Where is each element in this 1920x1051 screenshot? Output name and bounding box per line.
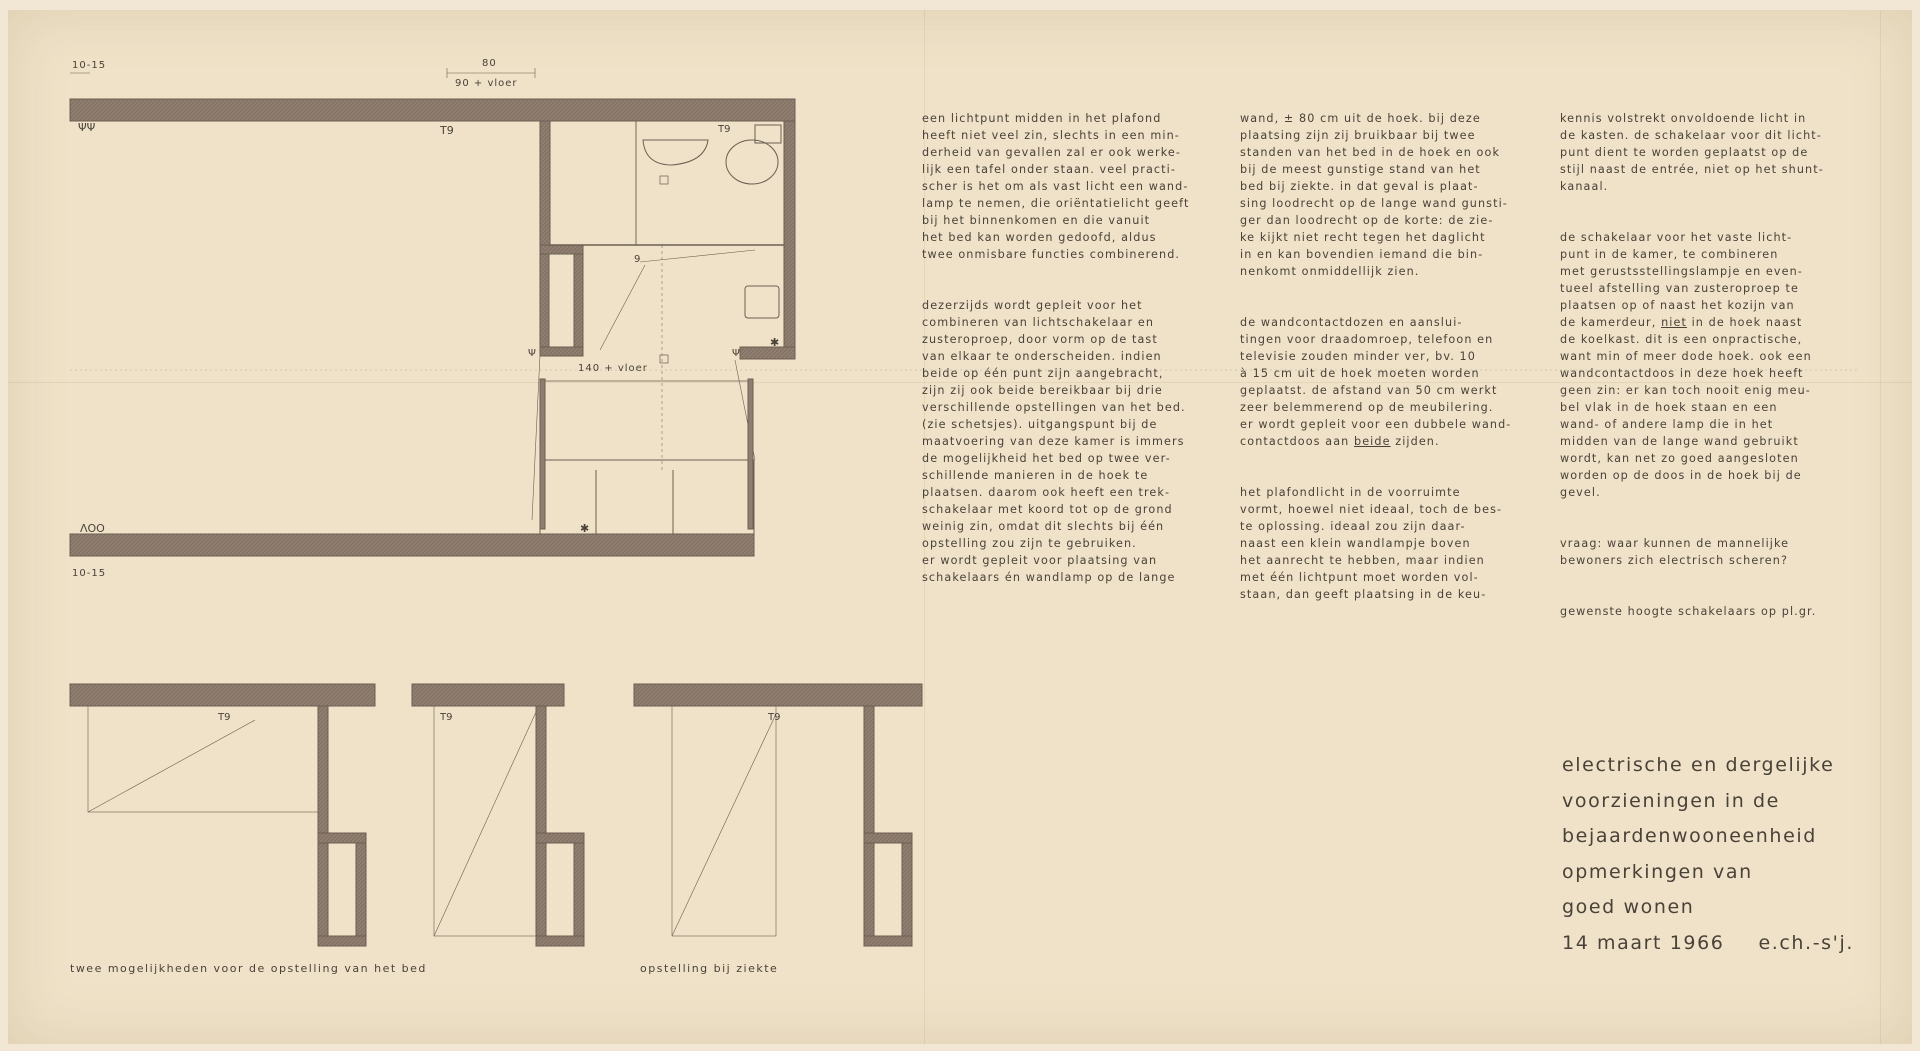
- top-wall: [70, 99, 795, 121]
- text-column-3: [1560, 93, 1852, 654]
- col3-para-3: vraag: waar kunnen de mannelijke bewoners zich electrisch scheren?: [1560, 537, 1790, 567]
- svg-text:✱: ✱: [580, 522, 590, 535]
- svg-text:9: 9: [634, 254, 641, 265]
- caption-sickness: opstelling bij ziekte: [640, 962, 779, 975]
- dim-80: 80: [482, 58, 497, 69]
- closet-right-wall: [574, 254, 583, 354]
- col2-para-1: wand, ± 80 cm uit de hoek. bij deze plaatsing zijn zij bruikbaar bij twee standen van het bed in de hoek en ook bij de meest gunstige stand van het bed bij ziekte. in dat geval is plaat- sing loodrecht op de lange wand gunsti- ger dan loodrecht op de korte: de zie- ke kijkt niet recht tegen het daglicht in en kan bovendien iemand die bin- nenkomt onmiddellijk zien.: [1240, 112, 1508, 278]
- title-line-2: voorzieningen in de: [1562, 789, 1780, 812]
- bed-sketch-sickness: [634, 684, 922, 946]
- text-column-1: [922, 93, 1214, 620]
- title-line-5: goed wonen: [1562, 896, 1695, 918]
- bed-sketch-1: [70, 684, 375, 946]
- closet-left-wall: [540, 254, 549, 354]
- col2-para-2: de wandcontactdozen en aanslui- tingen voor draadomroep, telefoon en televisie zouden minder ver, bv. 10 à 15 cm uit de hoek moeten worden geplaatst. de afstand van 50 cm werkt zeer belemmerend op de meubilering. er wordt gepleit voor een dubbele wand- contactdoos aan beide zijden.: [1240, 316, 1512, 448]
- initials: e.ch.-s'j.: [1758, 931, 1854, 954]
- dim-140-vloer: 140 + vloer: [578, 363, 648, 374]
- svg-text:T9: T9: [718, 124, 731, 135]
- title-block: [1562, 748, 1882, 961]
- dim-90-vloer: 90 + vloer: [455, 78, 518, 89]
- title-line-4: opmerkingen van: [1562, 860, 1753, 883]
- col3-para-4: gewenste hoogte schakelaars op pl.gr.: [1560, 605, 1817, 618]
- svg-text:Ψ: Ψ: [528, 348, 536, 359]
- dim-10-15-top: 10-15: [72, 60, 107, 71]
- col1-para-1: een lichtpunt midden in het plafond heeft niet veel zin, slechts in een min- derheid van gevallen zal er ook werke- lijk een tafel onder staan. veel practi- scher is het om als vast licht een wand- lamp te nemen, die oriëntatielicht geeft bij het binnenkomen en die vanuit het bed kan worden gedoofd, aldus twee onmisbare functies combinerend.: [922, 112, 1190, 261]
- title-line-3: bejaardenwooneenheid: [1562, 825, 1817, 847]
- title-line-1: electrische en dergelijke: [1562, 754, 1835, 776]
- col2-para-3: het plafondlicht in de voorruimte vormt, hoewel niet ideaal, toch de bes- te oplossing. ideaal zou zijn daar- naast een klein wandlampje boven het aanrecht te hebben, maar indien met één lichtpunt moet worden vol- staan, dan geeft plaatsing in de keu-: [1240, 486, 1503, 601]
- col3-para-1: kennis volstrekt onvoldoende licht in de kasten. de schakelaar voor dit licht- punt dient te worden geplaatst op de stijl naast de entrée, niet op het shunt- kanaal.: [1560, 112, 1824, 193]
- date-line: [1562, 926, 1854, 962]
- text-column-2: [1240, 93, 1532, 637]
- col3-para-2: de schakelaar voor het vaste licht- punt in de kamer, te combineren met gerustsstellingslampje en even- tueel afstelling van zusteroproep te plaatsen op of naast het kozijn van de kamerdeur, niet in de hoek naast de koelkast. dit is een onpractische, want min of meer dode hoek. ook een wandcontactdoos in deze hoek heeft geen zin: er kan toch nooit enig meu- bel vlak in de hoek staan en een wand- of andere lamp die in het midden van de lange wand gebruikt wordt, kan net zo goed aangesloten worden op de doos in de hoek bij de gevel.: [1560, 231, 1812, 499]
- toilet-icon: [726, 140, 778, 184]
- svg-text:Ψ: Ψ: [732, 348, 740, 359]
- date: 14 maart 1966: [1562, 931, 1725, 954]
- caption-two-options: twee mogelijkheden voor de opstelling van het bed: [70, 962, 427, 975]
- svg-text:T9: T9: [440, 124, 454, 137]
- dim-10-15-bottom: 10-15: [72, 568, 107, 579]
- svg-text:✱: ✱: [770, 336, 780, 349]
- svg-text:ɅOO: ɅOO: [80, 522, 105, 535]
- bed-sketch-2: [412, 684, 584, 946]
- bathroom-right-wall: [784, 121, 795, 359]
- svg-text:T9: T9: [440, 712, 453, 723]
- svg-text:ΨΨ: ΨΨ: [78, 121, 96, 134]
- col1-para-2: dezerzijds wordt gepleit voor het combineren van lichtschakelaar en zusteroproep, door vorm op de tast van elkaar te onderscheiden. indien beide op één punt zijn aangebracht, zijn zij ook beide bereikbaar bij drie verschillende opstellingen van het bed. (zie schetsjes). uitgangspunt bij de maatvoering van deze kamer is immers de mogelijkheid het bed op twee ver- schillende manieren in de hoek te plaatsen. daarom ook heeft een trek- schakelaar met koord tot op de grond weinig zin, omdat dit slechts bij één opstelling zou zijn te gebruiken. er wordt gepleit voor plaatsing van schakelaars én wandlamp op de lange: [922, 299, 1186, 584]
- bottom-wall: [70, 534, 754, 556]
- svg-text:T9: T9: [218, 712, 231, 723]
- sink-icon: [643, 140, 708, 165]
- underlined-word: beide: [1354, 435, 1391, 448]
- bathroom-lower-wall: [540, 245, 583, 254]
- bathroom-left-wall: [540, 121, 550, 249]
- bathroom-bottom-right-wall: [740, 347, 795, 359]
- closet-bottom-wall: [540, 347, 583, 356]
- shower-icon: [745, 286, 779, 318]
- underlined-word: niet: [1661, 316, 1687, 329]
- svg-text:T9: T9: [768, 712, 781, 723]
